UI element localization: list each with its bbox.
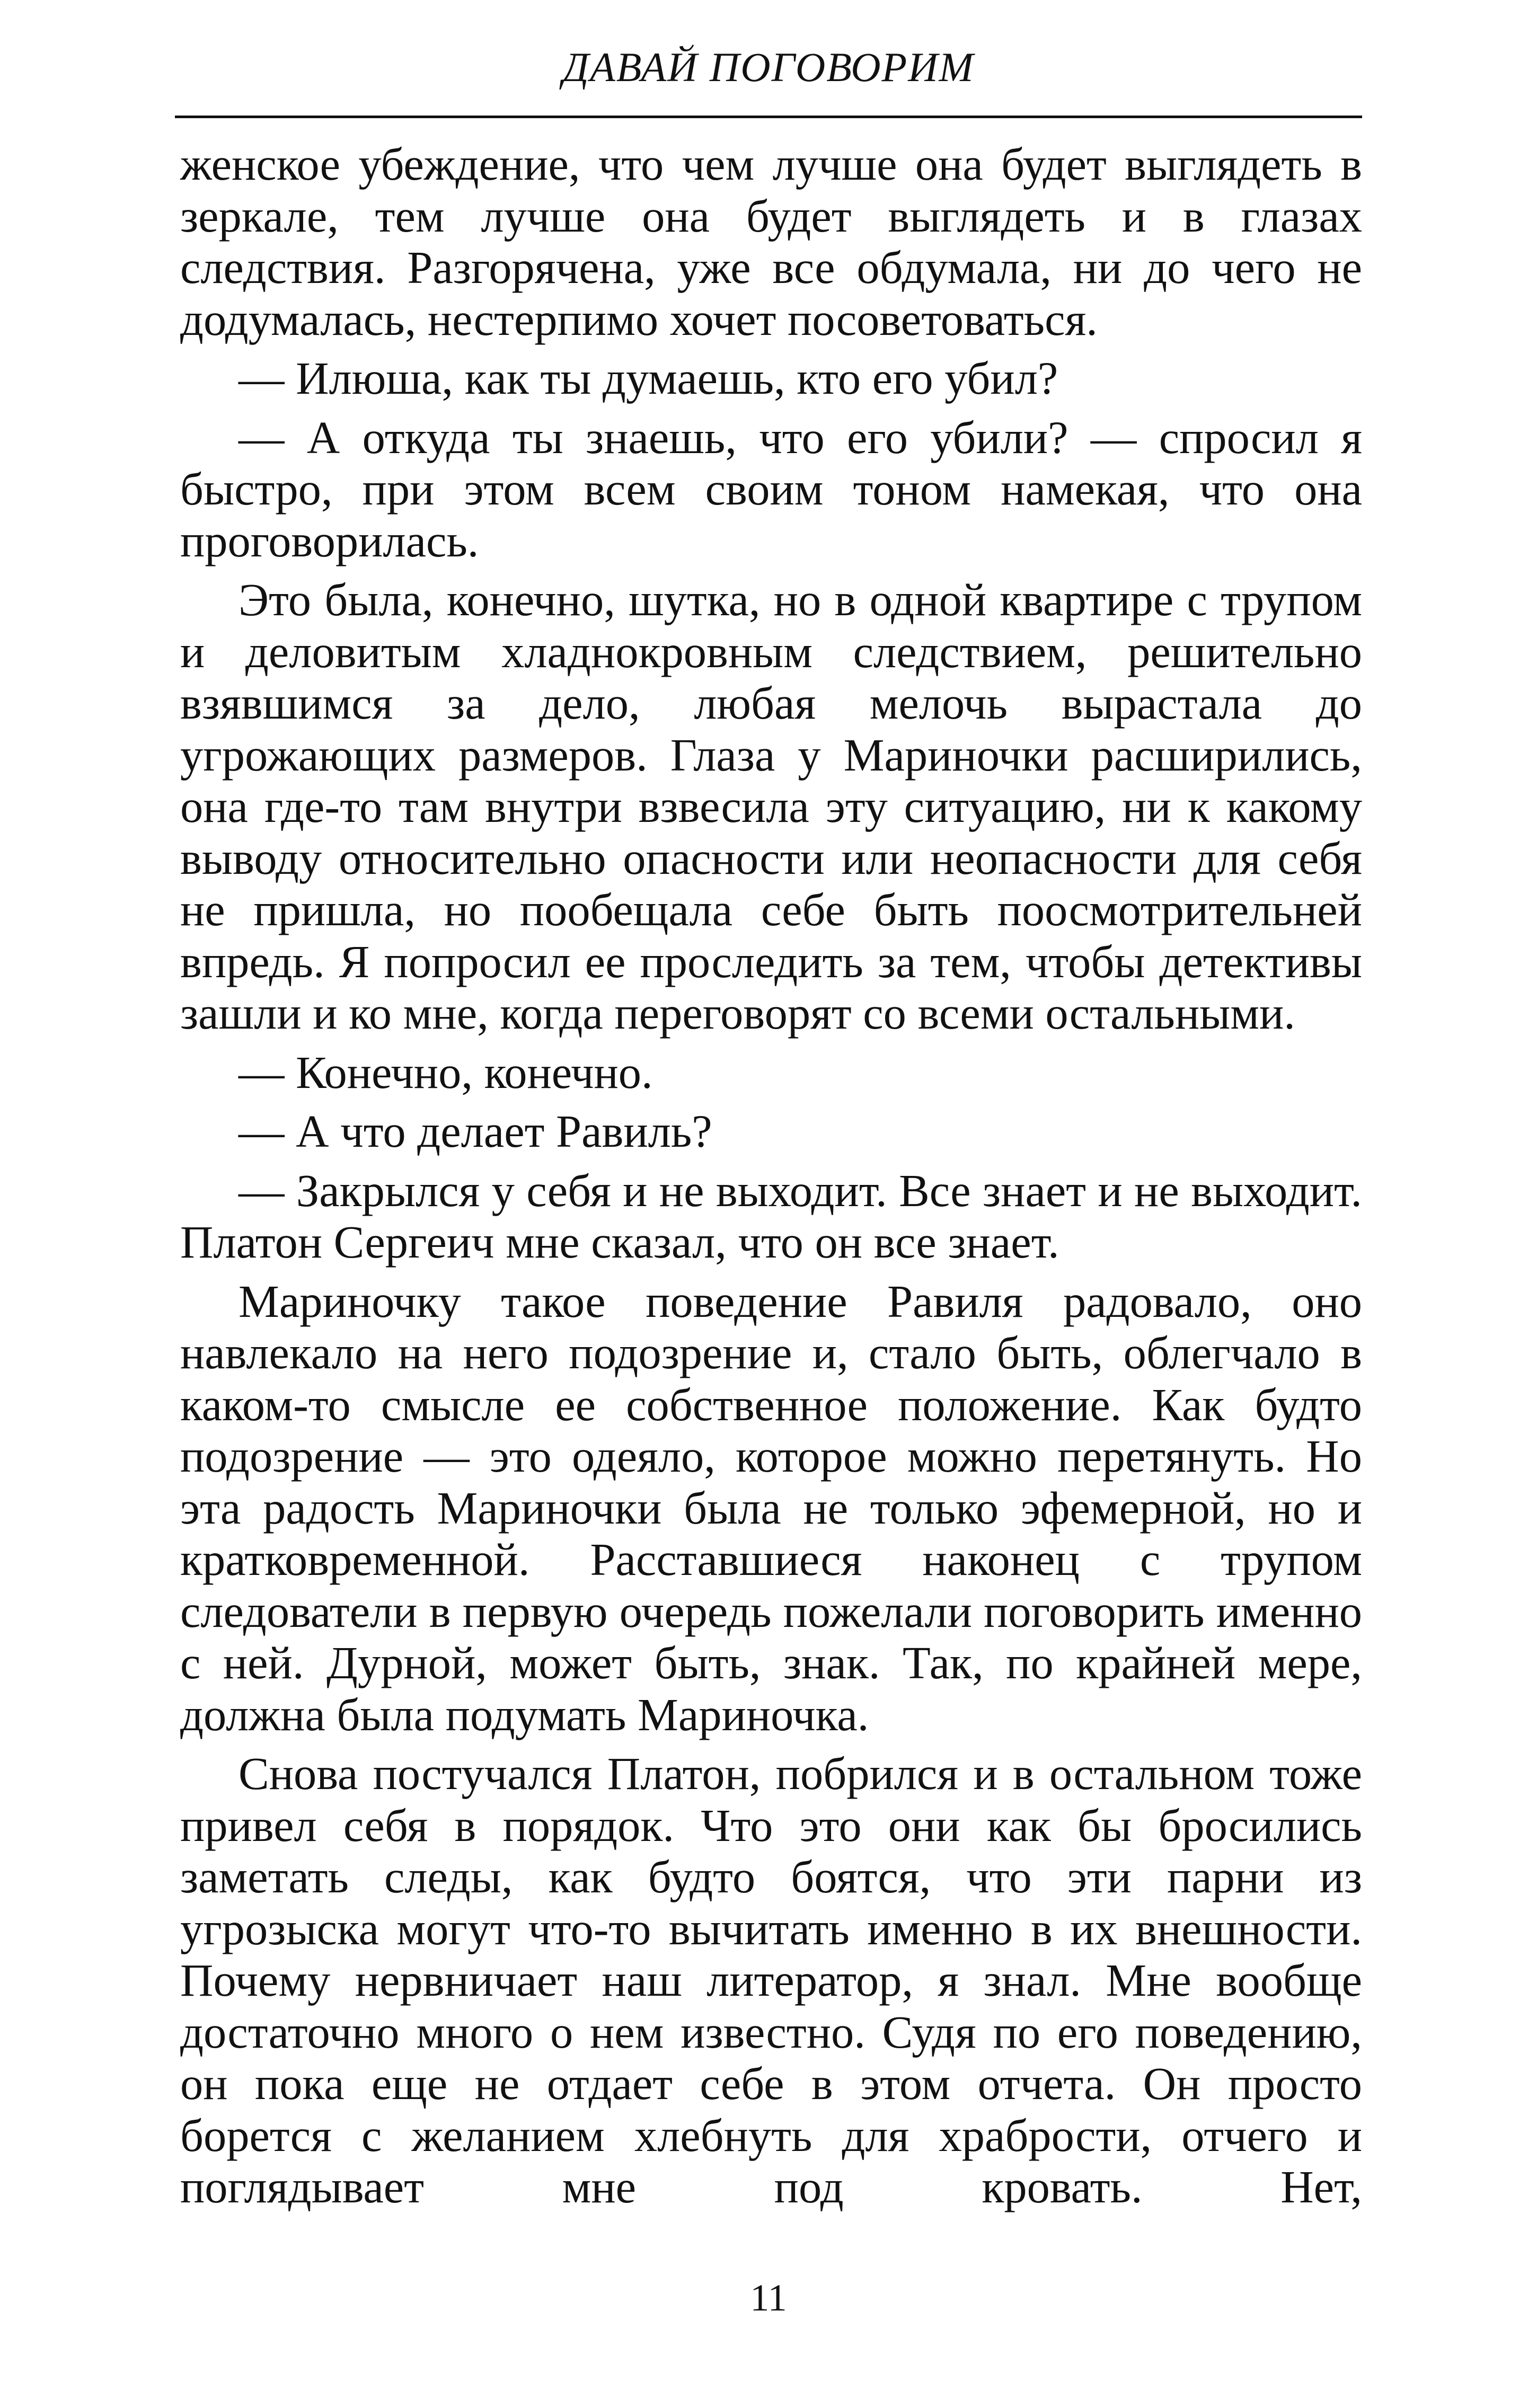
paragraph: — А что делает Равиль?: [238, 1106, 712, 1157]
paragraph: женское убеждение, что чем лучше она будет выглядеть в зеркале, тем лучше она будет выглядеть и в глазах следствия. Разгорячена, уже все обдумала, ни до чего не додумалась, нестерпимо хочет посоветоваться.: [180, 139, 1362, 345]
paragraph: — А откуда ты знаешь, что его убили? — спросил я быстро, при этом всем своим тоном намекая, что она проговорилась.: [180, 412, 1362, 566]
header-rule: [175, 116, 1362, 118]
paragraph: Снова постучался Платон, побрился и в остальном тоже привел себя в порядок. Что это они как бы бросились заметать следы, как будто боятся, что эти парни из угрозыска могут что-то вычитать именно в их внешности. Почему нервничает наш литератор, я знал. Мне вообще достаточно много о нем известно. Судя по его поведению, он пока еще не отдает себе в этом отчета. Он просто борется с желанием хлебнуть для храбрости, отчего и поглядывает мне под кровать. Нет,: [180, 1748, 1362, 2212]
page-number: 11: [750, 2277, 787, 2319]
paragraph: Мариночку такое поведение Равиля радовало, оно навлекало на него подозрение и, стало быть, облегчало в каком-то смысле ее собственное положение. Как будто подозрение — это одеяло, которое можно перетянуть. Но эта радость Мариночки была не только эфемерной, но и кратковременной. Расставшиеся наконец с трупом следователи в первую очередь пожелали поговорить именно с ней. Дурной, может быть, знак. Так, по крайней мере, должна была подумать Мариночка.: [180, 1276, 1362, 1740]
paragraph: — Конечно, конечно.: [238, 1047, 653, 1098]
running-head: ДАВАЙ ПОГОВОРИМ: [562, 44, 975, 90]
paragraph: — Илюша, как ты думаешь, кто его убил?: [238, 353, 1058, 404]
paragraph: — Закрылся у себя и не выходит. Все знает и не выходит. Платон Сергеич мне сказал, что он все знает.: [180, 1165, 1362, 1268]
body-text: [180, 139, 1362, 2221]
paragraph: Это была, конечно, шутка, но в одной квартире с трупом и деловитым хладнокровным следствием, решительно взявшимся за дело, любая мелочь вырастала до угрожающих размеров. Глаза у Мариночки расширились, она где-то там внутри взвесила эту ситуацию, ни к какому выводу относительно опасности или неопасности для себя не пришла, но пообещала себе быть поосмотрительней впредь. Я попросил ее проследить за тем, чтобы детективы зашли и ко мне, когда переговорят со всеми остальными.: [180, 574, 1362, 1039]
